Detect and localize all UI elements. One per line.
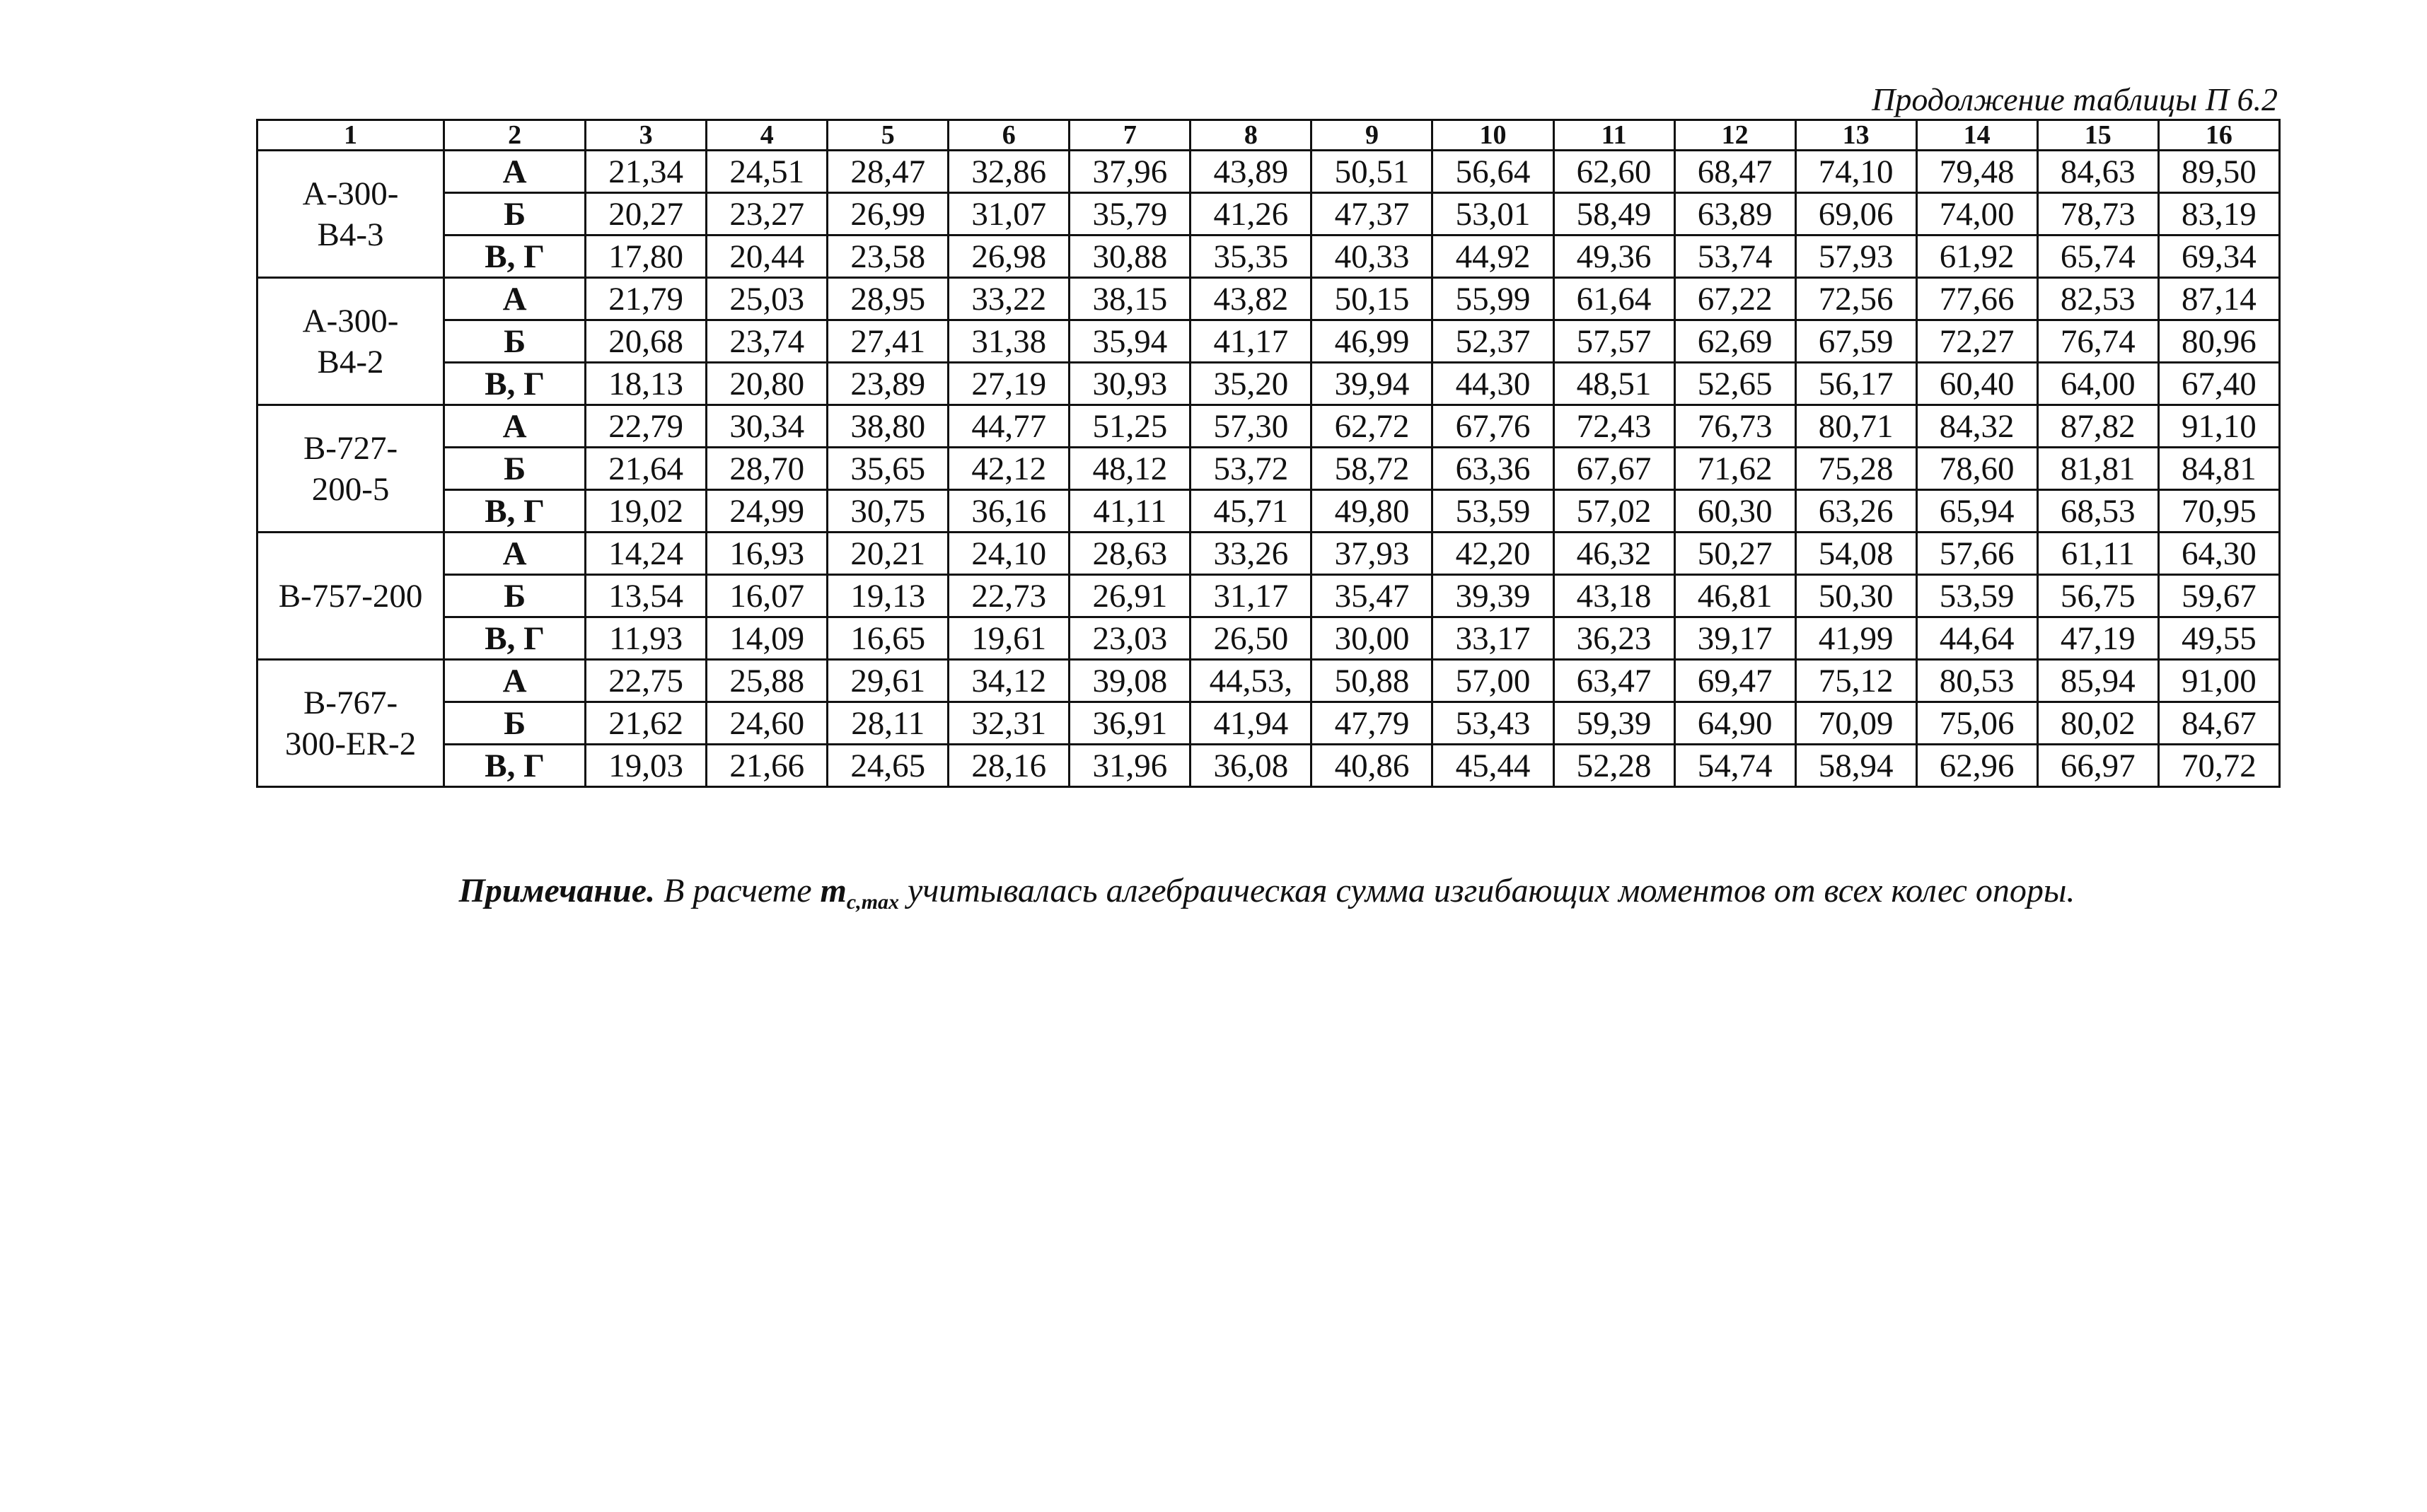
value-cell: 29,61	[828, 660, 949, 702]
value-cell: 32,31	[949, 702, 1070, 745]
value-cell: 58,49	[1553, 193, 1674, 235]
value-cell: 89,50	[2158, 151, 2279, 193]
value-cell: 74,00	[1916, 193, 2037, 235]
value-cell: 68,47	[1674, 151, 1795, 193]
value-cell: 51,25	[1070, 405, 1191, 448]
value-cell: 56,75	[2037, 575, 2158, 617]
value-cell: 63,47	[1553, 660, 1674, 702]
value-cell: 72,27	[1916, 320, 2037, 363]
value-cell: 19,61	[949, 617, 1070, 660]
note-symbol-subscript: c,max	[846, 890, 900, 914]
aircraft-type-line: В4-3	[317, 216, 384, 253]
value-cell: 17,80	[586, 235, 707, 278]
aircraft-type-line: В4-2	[317, 343, 384, 380]
value-cell: 60,40	[1916, 363, 2037, 405]
value-cell: 36,16	[949, 490, 1070, 533]
value-cell: 84,81	[2158, 448, 2279, 490]
value-cell: 69,34	[2158, 235, 2279, 278]
value-cell: 52,28	[1553, 745, 1674, 787]
note-lead: Примечание.	[458, 872, 655, 909]
value-cell: 48,12	[1070, 448, 1191, 490]
value-cell: 21,66	[707, 745, 828, 787]
table-body	[257, 120, 2280, 787]
support-category-cell: А	[444, 278, 586, 320]
value-cell: 22,79	[586, 405, 707, 448]
value-cell: 43,18	[1553, 575, 1674, 617]
value-cell: 78,60	[1916, 448, 2037, 490]
note-symbol	[820, 872, 900, 914]
value-cell: 58,72	[1311, 448, 1432, 490]
value-cell: 39,39	[1432, 575, 1553, 617]
value-cell: 71,62	[1674, 448, 1795, 490]
value-cell: 82,53	[2037, 278, 2158, 320]
value-cell: 20,44	[707, 235, 828, 278]
value-cell: 13,54	[586, 575, 707, 617]
value-cell: 83,19	[2158, 193, 2279, 235]
value-cell: 37,93	[1311, 533, 1432, 575]
value-cell: 30,75	[828, 490, 949, 533]
value-cell: 48,51	[1553, 363, 1674, 405]
value-cell: 35,47	[1311, 575, 1432, 617]
value-cell: 30,93	[1070, 363, 1191, 405]
value-cell: 35,20	[1191, 363, 1311, 405]
aircraft-type-cell	[257, 278, 444, 405]
value-cell: 21,64	[586, 448, 707, 490]
table-caption: Продолжение таблицы П 6.2	[1872, 81, 2278, 117]
table-row	[257, 278, 2280, 320]
value-cell: 41,26	[1191, 193, 1311, 235]
value-cell: 11,93	[586, 617, 707, 660]
value-cell: 20,21	[828, 533, 949, 575]
column-number-header: 4	[707, 120, 828, 151]
value-cell: 36,23	[1553, 617, 1674, 660]
value-cell: 21,34	[586, 151, 707, 193]
table-row	[257, 745, 2280, 787]
value-cell: 53,01	[1432, 193, 1553, 235]
value-cell: 70,95	[2158, 490, 2279, 533]
value-cell: 54,08	[1795, 533, 1916, 575]
value-cell: 20,27	[586, 193, 707, 235]
value-cell: 63,36	[1432, 448, 1553, 490]
value-cell: 53,72	[1191, 448, 1311, 490]
value-cell: 14,24	[586, 533, 707, 575]
value-cell: 57,57	[1553, 320, 1674, 363]
column-number-header: 13	[1795, 120, 1916, 151]
value-cell: 39,94	[1311, 363, 1432, 405]
value-cell: 31,96	[1070, 745, 1191, 787]
value-cell: 41,17	[1191, 320, 1311, 363]
value-cell: 57,02	[1553, 490, 1674, 533]
aircraft-type-line: В-757-200	[278, 577, 423, 615]
column-number-header: 6	[949, 120, 1070, 151]
value-cell: 39,17	[1674, 617, 1795, 660]
support-category-cell: Б	[444, 193, 586, 235]
value-cell: 22,73	[949, 575, 1070, 617]
value-cell: 57,00	[1432, 660, 1553, 702]
value-cell: 46,32	[1553, 533, 1674, 575]
value-cell: 21,62	[586, 702, 707, 745]
value-cell: 50,51	[1311, 151, 1432, 193]
value-cell: 31,07	[949, 193, 1070, 235]
value-cell: 53,74	[1674, 235, 1795, 278]
value-cell: 44,92	[1432, 235, 1553, 278]
value-cell: 63,26	[1795, 490, 1916, 533]
value-cell: 60,30	[1674, 490, 1795, 533]
value-cell: 38,15	[1070, 278, 1191, 320]
value-cell: 32,86	[949, 151, 1070, 193]
value-cell: 80,96	[2158, 320, 2279, 363]
value-cell: 23,89	[828, 363, 949, 405]
aircraft-type-cell	[257, 405, 444, 533]
value-cell: 57,66	[1916, 533, 2037, 575]
support-category-cell: В, Г	[444, 490, 586, 533]
table-row	[257, 405, 2280, 448]
table-row	[257, 151, 2280, 193]
value-cell: 25,03	[707, 278, 828, 320]
value-cell: 24,51	[707, 151, 828, 193]
column-number-header: 3	[586, 120, 707, 151]
column-number-header: 5	[828, 120, 949, 151]
value-cell: 61,64	[1553, 278, 1674, 320]
value-cell: 19,03	[586, 745, 707, 787]
value-cell: 38,80	[828, 405, 949, 448]
value-cell: 23,58	[828, 235, 949, 278]
value-cell: 63,89	[1674, 193, 1795, 235]
value-cell: 35,79	[1070, 193, 1191, 235]
column-number-header: 8	[1191, 120, 1311, 151]
value-cell: 36,91	[1070, 702, 1191, 745]
aircraft-type-cell	[257, 151, 444, 278]
value-cell: 21,79	[586, 278, 707, 320]
table-row	[257, 363, 2280, 405]
value-cell: 44,64	[1916, 617, 2037, 660]
value-cell: 42,12	[949, 448, 1070, 490]
header-row	[257, 120, 2280, 151]
value-cell: 33,22	[949, 278, 1070, 320]
value-cell: 53,59	[1432, 490, 1553, 533]
aircraft-type-line: 200-5	[311, 470, 390, 508]
value-cell: 44,77	[949, 405, 1070, 448]
value-cell: 66,97	[2037, 745, 2158, 787]
aircraft-type-line: А-300-	[302, 175, 399, 212]
value-cell: 41,94	[1191, 702, 1311, 745]
value-cell: 47,37	[1311, 193, 1432, 235]
value-cell: 36,08	[1191, 745, 1311, 787]
value-cell: 43,82	[1191, 278, 1311, 320]
value-cell: 62,96	[1916, 745, 2037, 787]
value-cell: 80,53	[1916, 660, 2037, 702]
value-cell: 76,73	[1674, 405, 1795, 448]
column-number-header: 10	[1432, 120, 1553, 151]
value-cell: 64,00	[2037, 363, 2158, 405]
value-cell: 40,86	[1311, 745, 1432, 787]
support-category-cell: Б	[444, 448, 586, 490]
value-cell: 28,63	[1070, 533, 1191, 575]
value-cell: 77,66	[1916, 278, 2037, 320]
value-cell: 75,06	[1916, 702, 2037, 745]
value-cell: 28,16	[949, 745, 1070, 787]
value-cell: 84,63	[2037, 151, 2158, 193]
column-number-header: 1	[257, 120, 444, 151]
value-cell: 28,11	[828, 702, 949, 745]
table-row	[257, 235, 2280, 278]
value-cell: 16,65	[828, 617, 949, 660]
value-cell: 46,81	[1674, 575, 1795, 617]
value-cell: 19,13	[828, 575, 949, 617]
table-row	[257, 575, 2280, 617]
column-number-header: 2	[444, 120, 586, 151]
value-cell: 28,70	[707, 448, 828, 490]
value-cell: 24,65	[828, 745, 949, 787]
value-cell: 35,35	[1191, 235, 1311, 278]
column-number-header: 7	[1070, 120, 1191, 151]
note-text-after: учитывалась алгебраическая сумма изгибающих моментов от всех колес опоры.	[908, 872, 2075, 909]
value-cell: 70,72	[2158, 745, 2279, 787]
value-cell: 50,15	[1311, 278, 1432, 320]
value-cell: 75,12	[1795, 660, 1916, 702]
value-cell: 24,99	[707, 490, 828, 533]
note-symbol-main: m	[820, 872, 847, 909]
value-cell: 80,02	[2037, 702, 2158, 745]
value-cell: 22,75	[586, 660, 707, 702]
value-cell: 41,99	[1795, 617, 1916, 660]
value-cell: 57,30	[1191, 405, 1311, 448]
value-cell: 49,80	[1311, 490, 1432, 533]
value-cell: 62,60	[1553, 151, 1674, 193]
value-cell: 24,10	[949, 533, 1070, 575]
value-cell: 20,68	[586, 320, 707, 363]
column-number-header: 14	[1916, 120, 2037, 151]
value-cell: 45,44	[1432, 745, 1553, 787]
value-cell: 72,43	[1553, 405, 1674, 448]
value-cell: 79,48	[1916, 151, 2037, 193]
value-cell: 19,02	[586, 490, 707, 533]
value-cell: 35,94	[1070, 320, 1191, 363]
support-category-cell: В, Г	[444, 745, 586, 787]
value-cell: 50,27	[1674, 533, 1795, 575]
value-cell: 42,20	[1432, 533, 1553, 575]
value-cell: 24,60	[707, 702, 828, 745]
value-cell: 26,98	[949, 235, 1070, 278]
value-cell: 67,40	[2158, 363, 2279, 405]
data-table	[256, 119, 2281, 788]
value-cell: 87,14	[2158, 278, 2279, 320]
column-number-header: 12	[1674, 120, 1795, 151]
value-cell: 69,06	[1795, 193, 1916, 235]
support-category-cell: В, Г	[444, 363, 586, 405]
value-cell: 62,69	[1674, 320, 1795, 363]
value-cell: 67,22	[1674, 278, 1795, 320]
table-row	[257, 490, 2280, 533]
value-cell: 45,71	[1191, 490, 1311, 533]
value-cell: 40,33	[1311, 235, 1432, 278]
value-cell: 27,41	[828, 320, 949, 363]
value-cell: 16,07	[707, 575, 828, 617]
value-cell: 65,74	[2037, 235, 2158, 278]
value-cell: 76,74	[2037, 320, 2158, 363]
value-cell: 23,27	[707, 193, 828, 235]
value-cell: 84,67	[2158, 702, 2279, 745]
value-cell: 80,71	[1795, 405, 1916, 448]
table-row	[257, 533, 2280, 575]
value-cell: 91,00	[2158, 660, 2279, 702]
value-cell: 33,17	[1432, 617, 1553, 660]
value-cell: 20,80	[707, 363, 828, 405]
value-cell: 47,19	[2037, 617, 2158, 660]
value-cell: 54,74	[1674, 745, 1795, 787]
support-category-cell: Б	[444, 320, 586, 363]
value-cell: 31,17	[1191, 575, 1311, 617]
value-cell: 58,94	[1795, 745, 1916, 787]
value-cell: 14,09	[707, 617, 828, 660]
value-cell: 43,89	[1191, 151, 1311, 193]
value-cell: 53,43	[1432, 702, 1553, 745]
table-row	[257, 320, 2280, 363]
value-cell: 34,12	[949, 660, 1070, 702]
value-cell: 67,67	[1553, 448, 1674, 490]
value-cell: 74,10	[1795, 151, 1916, 193]
footnote	[255, 868, 2279, 925]
aircraft-type-cell	[257, 660, 444, 787]
value-cell: 78,73	[2037, 193, 2158, 235]
value-cell: 16,93	[707, 533, 828, 575]
value-cell: 31,38	[949, 320, 1070, 363]
note-text-before: В расчете	[664, 872, 812, 909]
value-cell: 67,59	[1795, 320, 1916, 363]
value-cell: 59,67	[2158, 575, 2279, 617]
value-cell: 49,55	[2158, 617, 2279, 660]
value-cell: 50,30	[1795, 575, 1916, 617]
column-number-header: 15	[2037, 120, 2158, 151]
value-cell: 91,10	[2158, 405, 2279, 448]
column-number-header: 11	[1553, 120, 1674, 151]
value-cell: 41,11	[1070, 490, 1191, 533]
value-cell: 52,37	[1432, 320, 1553, 363]
value-cell: 64,90	[1674, 702, 1795, 745]
value-cell: 23,03	[1070, 617, 1191, 660]
value-cell: 44,53,	[1191, 660, 1311, 702]
value-cell: 30,00	[1311, 617, 1432, 660]
value-cell: 28,95	[828, 278, 949, 320]
aircraft-type-line: 300-ER-2	[284, 725, 417, 762]
aircraft-type-line: А-300-	[302, 302, 399, 339]
value-cell: 81,81	[2037, 448, 2158, 490]
value-cell: 64,30	[2158, 533, 2279, 575]
value-cell: 65,94	[1916, 490, 2037, 533]
column-number-header: 9	[1311, 120, 1432, 151]
aircraft-type-cell	[257, 533, 444, 660]
value-cell: 26,99	[828, 193, 949, 235]
value-cell: 75,28	[1795, 448, 1916, 490]
table-row	[257, 617, 2280, 660]
value-cell: 50,88	[1311, 660, 1432, 702]
value-cell: 87,82	[2037, 405, 2158, 448]
support-category-cell: Б	[444, 702, 586, 745]
table-row	[257, 660, 2280, 702]
value-cell: 61,11	[2037, 533, 2158, 575]
value-cell: 47,79	[1311, 702, 1432, 745]
value-cell: 61,92	[1916, 235, 2037, 278]
table-row	[257, 702, 2280, 745]
value-cell: 18,13	[586, 363, 707, 405]
support-category-cell: В, Г	[444, 235, 586, 278]
value-cell: 39,08	[1070, 660, 1191, 702]
value-cell: 55,99	[1432, 278, 1553, 320]
support-category-cell: А	[444, 405, 586, 448]
table-row	[257, 448, 2280, 490]
value-cell: 23,74	[707, 320, 828, 363]
support-category-cell: Б	[444, 575, 586, 617]
value-cell: 72,56	[1795, 278, 1916, 320]
support-category-cell: В, Г	[444, 617, 586, 660]
support-category-cell: А	[444, 533, 586, 575]
value-cell: 35,65	[828, 448, 949, 490]
aircraft-type-line: В-767-	[303, 684, 398, 721]
value-cell: 37,96	[1070, 151, 1191, 193]
value-cell: 26,50	[1191, 617, 1311, 660]
value-cell: 25,88	[707, 660, 828, 702]
value-cell: 27,19	[949, 363, 1070, 405]
value-cell: 44,30	[1432, 363, 1553, 405]
value-cell: 30,88	[1070, 235, 1191, 278]
value-cell: 56,17	[1795, 363, 1916, 405]
table-row	[257, 193, 2280, 235]
support-category-cell: А	[444, 151, 586, 193]
value-cell: 52,65	[1674, 363, 1795, 405]
aircraft-type-line: В-727-	[303, 429, 398, 467]
value-cell: 57,93	[1795, 235, 1916, 278]
value-cell: 49,36	[1553, 235, 1674, 278]
value-cell: 59,39	[1553, 702, 1674, 745]
value-cell: 84,32	[1916, 405, 2037, 448]
value-cell: 67,76	[1432, 405, 1553, 448]
value-cell: 33,26	[1191, 533, 1311, 575]
column-number-header: 16	[2158, 120, 2279, 151]
value-cell: 26,91	[1070, 575, 1191, 617]
value-cell: 46,99	[1311, 320, 1432, 363]
value-cell: 70,09	[1795, 702, 1916, 745]
value-cell: 85,94	[2037, 660, 2158, 702]
value-cell: 56,64	[1432, 151, 1553, 193]
value-cell: 69,47	[1674, 660, 1795, 702]
support-category-cell: А	[444, 660, 586, 702]
value-cell: 28,47	[828, 151, 949, 193]
value-cell: 62,72	[1311, 405, 1432, 448]
value-cell: 68,53	[2037, 490, 2158, 533]
value-cell: 30,34	[707, 405, 828, 448]
value-cell: 53,59	[1916, 575, 2037, 617]
